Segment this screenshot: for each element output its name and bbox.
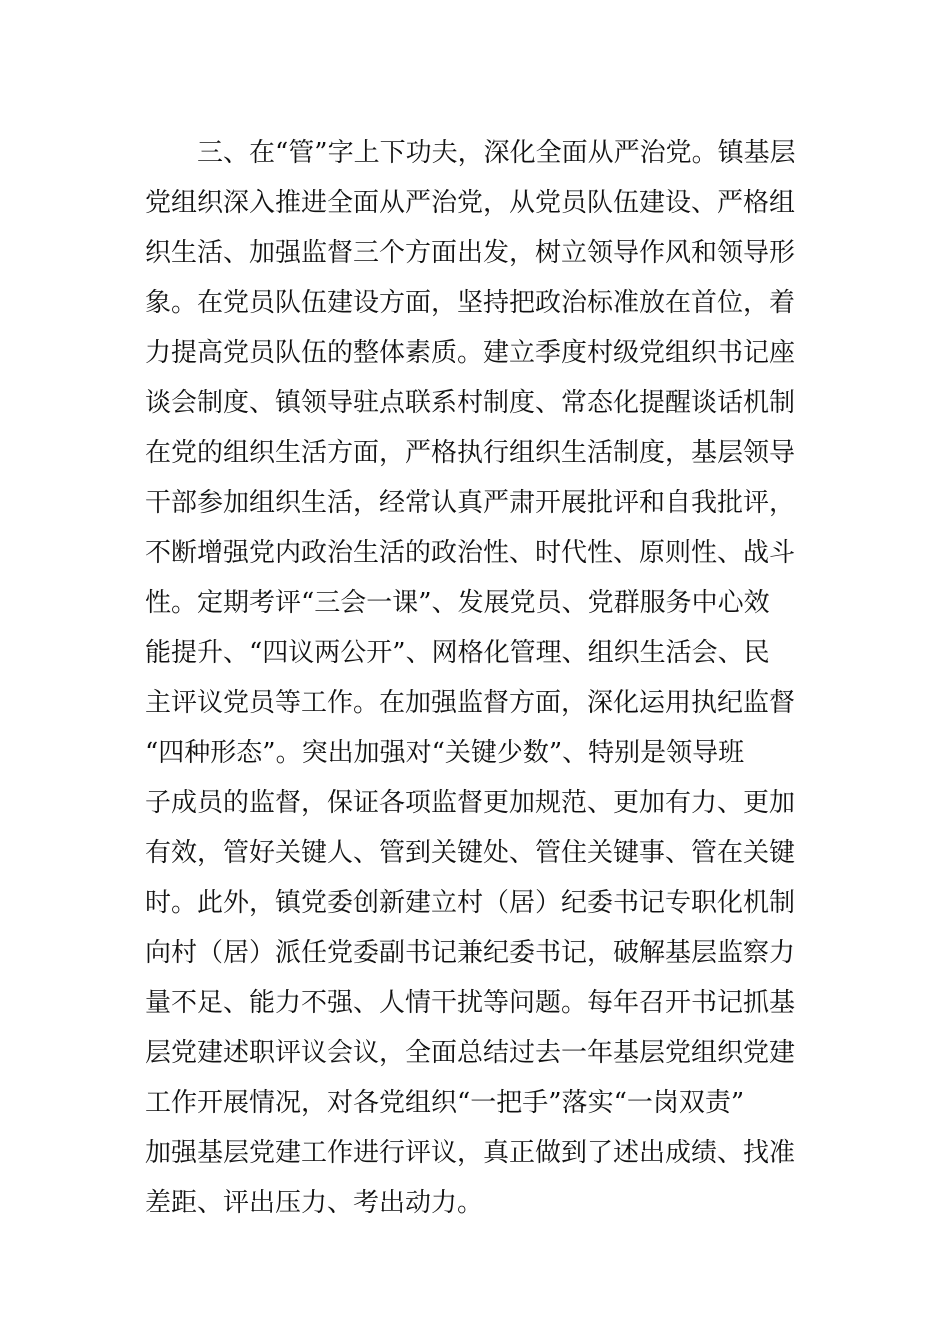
- text-line: 层党建述职评议会议，全面总结过去一年基层党组织党建: [145, 1038, 796, 1068]
- text-line: 性。定期考评“三会一课”、发展党员、党群服务中心效: [145, 588, 770, 618]
- text-line: 加强基层党建工作进行评议，真正做到了述出成绩、找准: [145, 1138, 796, 1168]
- text-line: 谈会制度、镇领导驻点联系村制度、常态化提醒谈话机制: [145, 388, 796, 418]
- text-line: 象。在党员队伍建设方面，坚持把政治标准放在首位，着: [145, 288, 796, 318]
- text-line: 时。此外，镇党委创新建立村（居）纪委书记专职化机制: [145, 888, 796, 918]
- text-line: 能提升、“四议两公开”、网格化管理、组织生活会、民: [145, 638, 770, 668]
- text-line: 工作开展情况，对各党组织“一把手”落实“一岗双责”: [145, 1088, 745, 1118]
- text-line: 差距、评出压力、考出动力。: [145, 1188, 484, 1218]
- text-line: 向村（居）派任党委副书记兼纪委书记，破解基层监察力: [145, 938, 796, 968]
- text-line: 织生活、加强监督三个方面出发，树立领导作风和领导形: [145, 238, 796, 268]
- text-line: 在党的组织生活方面，严格执行组织生活制度，基层领导: [145, 438, 796, 468]
- text-line: “四种形态”。突出加强对“关键少数”、特别是领导班: [145, 738, 745, 768]
- text-line: 量不足、能力不强、人情干扰等问题。每年召开书记抓基: [145, 988, 796, 1018]
- text-line: 党组织深入推进全面从严治党，从党员队伍建设、严格组: [145, 188, 796, 218]
- text-line: 干部参加组织生活，经常认真严肃开展批评和自我批评，: [145, 488, 796, 518]
- text-line: 三、在“管”字上下功夫，深化全面从严治党。镇基层: [145, 138, 796, 168]
- text-line: 不断增强党内政治生活的政治性、时代性、原则性、战斗: [145, 538, 796, 568]
- text-line: 有效，管好关键人、管到关键处、管住关键事、管在关键: [145, 838, 796, 868]
- text-line: 子成员的监督，保证各项监督更加规范、更加有力、更加: [145, 788, 796, 818]
- body-paragraph: [145, 128, 810, 1228]
- text-line: 主评议党员等工作。在加强监督方面，深化运用执纪监督: [145, 688, 796, 718]
- text-line: 力提高党员队伍的整体素质。建立季度村级党组织书记座: [145, 338, 796, 368]
